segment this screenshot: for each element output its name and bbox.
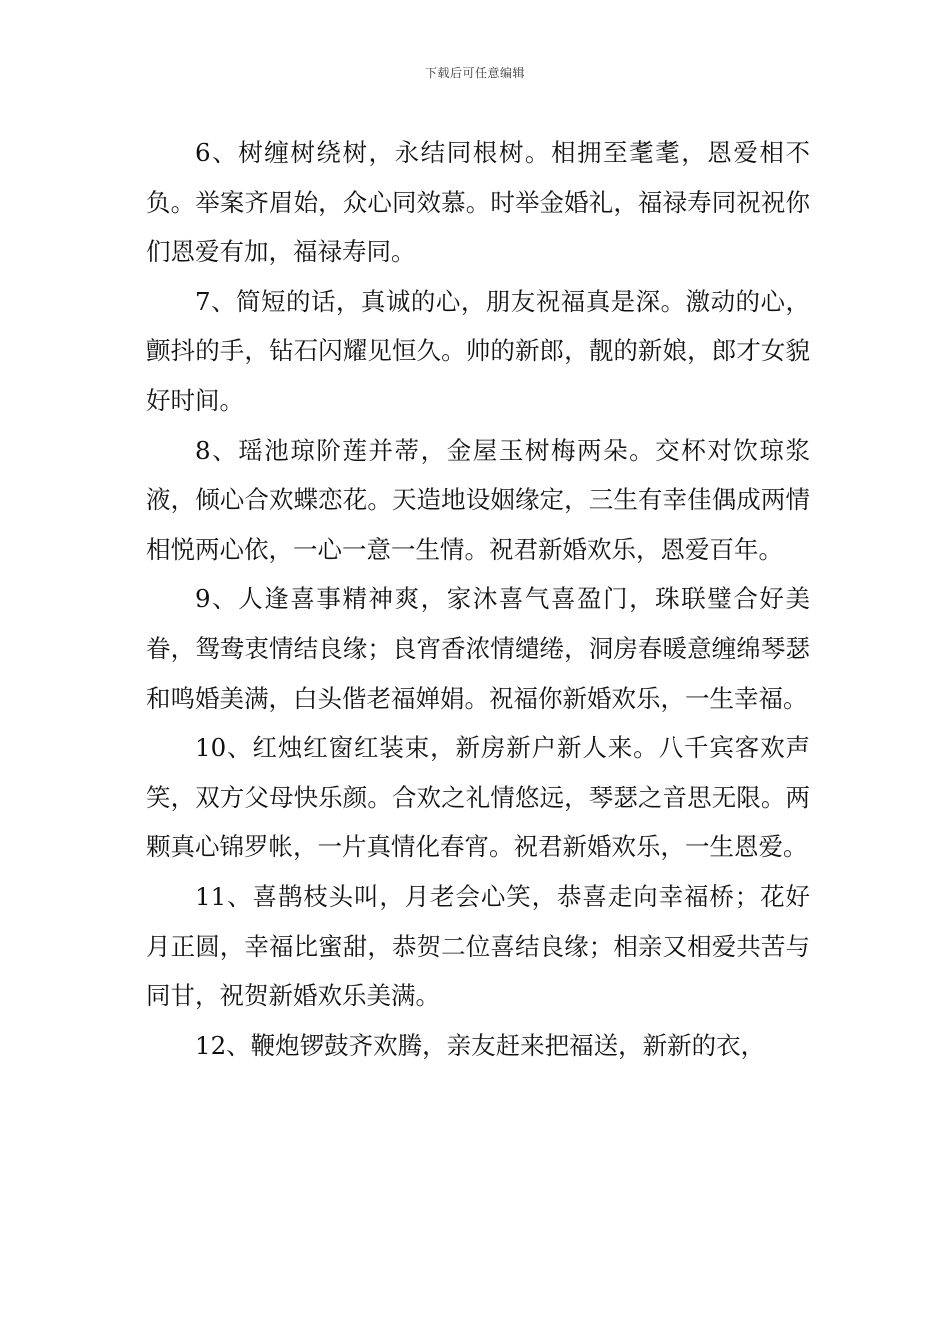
paragraph-10: 10、红烛红窗红装束，新房新户新人来。八千宾客欢声笑，双方父母快乐颜。合欢之礼情悠远，琴瑟之音思无限。两颗真心锦罗帐，一片真情化春宵。祝君新婚欢乐，一生恩爱。 [146,733,810,862]
paragraph-9: 9、人逢喜事精神爽，家沐喜气喜盈门，珠联璧合好美眷，鸳鸯衷情结良缘；良宵香浓情缱绻，洞房春暖意缠绵琴瑟和鸣婚美满，白头偕老福婵娟。祝福你新婚欢乐，一生幸福。 [146,584,810,713]
paragraph-12: 12、鞭炮锣鼓齐欢腾，亲友赶来把福送，新新的衣， [195,1030,766,1060]
paragraph-7: 7、简短的话，真诚的心，朋友祝福真是深。激动的心，颤抖的手，钻石闪耀见恒久。帅的新郎，靓的新娘，郎才女貌好时间。 [146,286,810,415]
paragraph-6: 6、树缠树绕树，永结同根树。相拥至耄耄，恩爱相不负。举案齐眉始，众心同效慕。时举金婚礼，福禄寿同祝祝你们恩爱有加，福禄寿同。 [146,138,810,267]
paragraph-8: 8、瑶池琼阶莲并蒂，金屋玉树梅两朵。交杯对饮琼浆液，倾心合欢蝶恋花。天造地设姻缘定，三生有幸佳偶成两情相悦两心依，一心一意一生情。祝君新婚欢乐，恩爱百年。 [146,435,810,564]
document-body [146,128,810,1070]
page-header: 下载后可任意编辑 [424,66,525,80]
paragraph-11: 11、喜鹊枝头叫，月老会心笑，恭喜走向幸福桥；花好月正圆，幸福比蜜甜，恭贺二位喜结良缘；相亲又相爱共苦与同甘，祝贺新婚欢乐美满。 [146,881,810,1011]
